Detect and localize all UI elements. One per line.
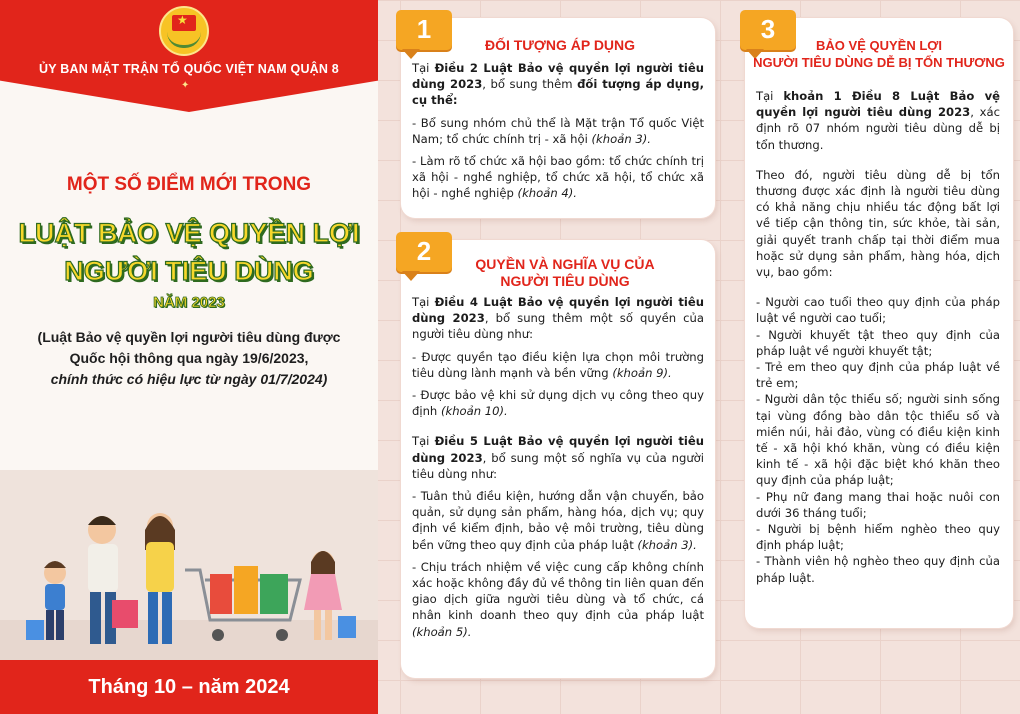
card-3-number-badge: 3 (740, 10, 796, 50)
law-title (0, 214, 378, 290)
vulnerable-item: - Người bị bệnh hiểm nghèo theo quy định pháp luật; (756, 522, 1000, 553)
law-title-line2: NGƯỜI TIÊU DÙNG (64, 256, 314, 286)
card-1-number-badge: 1 (396, 10, 452, 50)
vulnerable-item: - Người cao tuổi theo quy định của pháp luật về người cao tuổi; (756, 295, 1000, 326)
card-3-body: Tại khoản 1 Điều 8 Luật Bảo vệ quyền lợi người tiêu dùng 2023, xác định rõ 07 nhóm người tiêu dùng dễ bị tổn thương. Theo đó, người tiêu dùng dễ bị tổn thương được xác định là người tiêu dùng có khả năng chịu nhiều tác động bất lợi về tiếp cận thông tin, sức khỏe, tài sản, giải quyết tranh chấp tại thời điểm mua hoặc sử dụng sản phẩm, hàng hóa, dịch vụ, bao gồm: - Người cao tuổi theo quy định của pháp luật về người cao tuổi; - Người khuyết tật theo quy định của pháp luật về người khuyết tật; - Trẻ em theo quy định của pháp luật về trẻ em; - Người dân tộc thiểu số; người sinh sống tại vùng đồng bào dân tộc thiểu số và miền núi, hải đảo, vùng có điều kiện kinh tế - xã hội khó khăn, vùng có điều kiện kinh tế - xã hội đặc biệt khó khăn theo quy định của pháp luật; - Phụ nữ đang mang thai hoặc nuôi con dưới 36 tháng tuổi; - Người bị bệnh hiểm nghèo theo quy định pháp luật; - Thành viên hộ nghèo theo quy định của pháp luật. (756, 89, 1001, 585)
card-2-number-badge: 2 (396, 232, 452, 272)
subtitle: MỘT SỐ ĐIỂM MỚI TRONG (66, 174, 312, 195)
law-title-line1: LUẬT BẢO VỆ QUYỀN LỢI (18, 218, 360, 248)
vulnerable-item: - Người dân tộc thiểu số; người sinh sống tại vùng đồng bào dân tộc thiểu số và miền núi, hải đảo, vùng có điều kiện kinh tế - xã hội khó khăn, vùng có điều kiện kinh tế - xã hội đặc biệt khó khăn theo quy định của pháp luật; (756, 392, 1000, 488)
card-2-title: QUYỀN VÀ NGHĨA VỤ CỦA NGƯỜI TIÊU DÙNG (475, 256, 655, 289)
organization-name: ỦY BAN MẶT TRẬN TỔ QUỐC VIỆT NAM QUẬN 8 (39, 62, 339, 76)
card-1-title: ĐỐI TƯỢNG ÁP DỤNG (484, 37, 636, 53)
front-emblem-icon: ★ (159, 6, 209, 56)
vulnerable-item: - Phụ nữ đang mang thai hoặc nuôi con dưới 36 tháng tuổi; (756, 489, 1000, 520)
card-2-body: Tại Điều 4 Luật Bảo vệ quyền lợi người tiêu dùng 2023, bổ sung thêm một số quyền của người tiêu dùng như: - Được quyền tạo điều kiện lựa chọn môi trường tiêu dùng lành mạnh và bền vững (khoản 9). - Được bảo vệ khi sử dụng dịch vụ công theo quy định (khoản 10). Tại Điều 5 Luật Bảo vệ quyền lợi người tiêu dùng 2023, bổ sung một số nghĩa vụ của người tiêu dùng như: - Tuân thủ điều kiện, hướng dẫn vận chuyển, bảo quản, sử dụng sản phẩm, hàng hóa, dịch vụ; quy định về kiểm định, bảo vệ môi trường, tiêu dùng bền vững theo quy định của pháp luật (khoản 3). - Chịu trách nhiệm về việc cung cấp không chính xác hoặc không đầy đủ về thông tin liên quan đến giao dịch giữa người tiêu dùng và tổ chức, cá nhân kinh doanh theo quy định của pháp luật (khoản 5). (412, 295, 704, 639)
card-3-title: BẢO VỆ QUYỀN LỢI NGƯỜI TIÊU DÙNG DỄ BỊ TỔN THƯƠNG (753, 38, 1005, 70)
sparkle-icon: ✦ (181, 80, 190, 91)
law-note: (Luật Bảo vệ quyền lợi người tiêu dùng được Quốc hội thông qua ngày 19/6/2023, chính thức có hiệu lực từ ngày 01/7/2024) (37, 329, 341, 387)
law-year: NĂM 2023 (153, 294, 225, 311)
family-shopping-illustration (0, 470, 378, 660)
card-1-body: Tại Điều 2 Luật Bảo vệ quyền lợi người tiêu dùng 2023, bổ sung thêm đối tượng áp dụng, cụ thể: - Bổ sung nhóm chủ thể là Mặt trận Tổ quốc Việt Nam; tổ chức chính trị - xã hội (khoản 3). - Làm rõ tổ chức xã hội bao gồm: tổ chức chính trị xã hội - nghề nghiệp, tổ chức xã hội, tổ chức xã hội - nghề nghiệp (khoản 4). (412, 61, 705, 201)
vulnerable-item: - Trẻ em theo quy định của pháp luật về trẻ em; (756, 360, 1000, 391)
vulnerable-item: - Người khuyết tật theo quy định của pháp luật về người khuyết tật; (756, 327, 1000, 358)
footer-date: Tháng 10 – năm 2024 (88, 676, 290, 698)
cover-panel (0, 0, 378, 714)
vulnerable-item: - Thành viên hộ nghèo theo quy định của pháp luật. (756, 554, 1000, 585)
